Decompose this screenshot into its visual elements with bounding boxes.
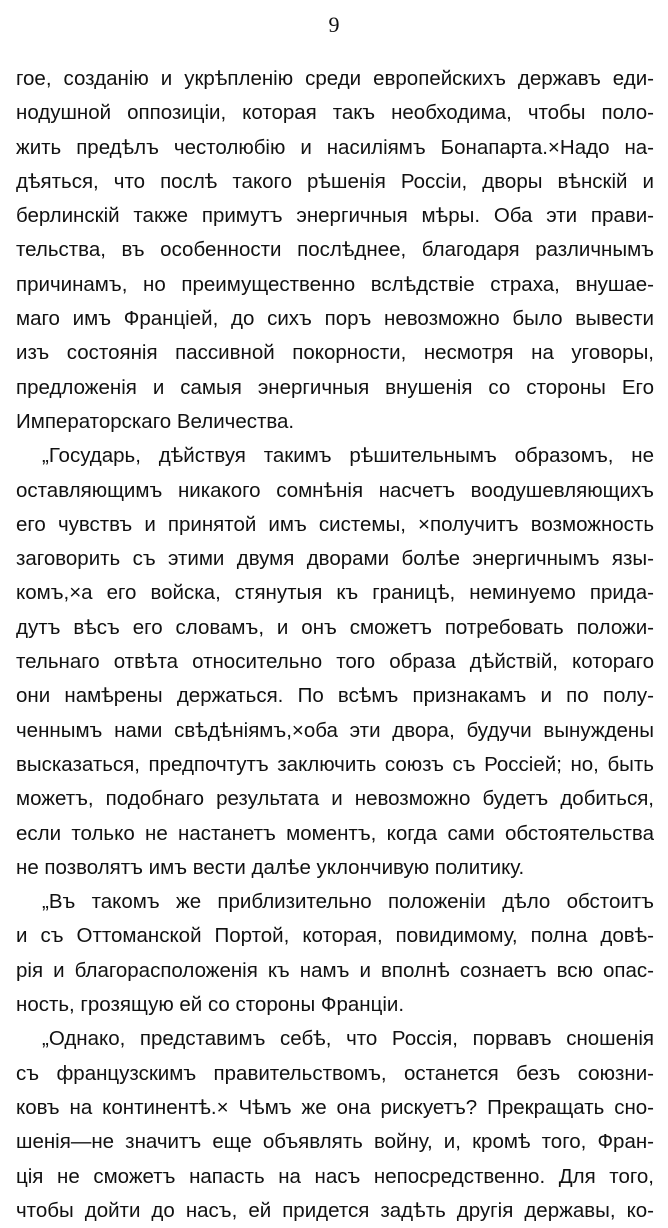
text-line: чтобы дойти до насъ, ей придется задѣть другія державы, ко- xyxy=(16,1198,654,1222)
text-line: гое, созданію и укрѣпленію среди европейскихъ державъ еди- xyxy=(16,67,654,90)
text-line: маго имъ Франціей, до сихъ поръ невозможно было вывести xyxy=(16,307,654,331)
text-line: если только не настанетъ моментъ, когда сами обстоятельства xyxy=(16,821,654,845)
text-line: ковъ на континентѣ.× Чѣмъ же она рискуетъ? Прекращать сно- xyxy=(16,1095,654,1119)
text-line: шенія—не значитъ еще объявлять войну, и, кромѣ того, Фран- xyxy=(16,1130,654,1154)
text-line: ность, грозящую ей со стороны Франціи. xyxy=(16,993,405,1017)
text-line: они намѣрены держаться. По всѣмъ признакамъ и по полу- xyxy=(16,684,654,708)
text-line: можетъ, подобнаго результата и невозможно будетъ добиться, xyxy=(16,787,654,811)
text-line: комъ,×а его войска, стянутыя къ границѣ, неминуемо прида- xyxy=(16,581,654,605)
text-line: высказаться, предпочтутъ заключить союзъ съ Россіей; но, быть xyxy=(16,752,654,776)
text-line: заговорить съ этими двумя дворами болѣе энергичнымъ язы- xyxy=(16,547,654,571)
text-line: ченнымъ нами свѣдѣніямъ,×оба эти двора, будучи вынуждены xyxy=(16,718,654,742)
text-line: Императорскаго Величества. xyxy=(16,409,295,433)
text-line: съ французскимъ правительствомъ, останется безъ союзни- xyxy=(16,1061,654,1085)
text-line: „Государь, дѣйствуя такимъ рѣшительнымъ образомъ, не xyxy=(42,444,654,468)
text-line: „Въ такомъ же приблизительно положеніи дѣло обстоитъ xyxy=(42,890,654,914)
text-line: берлинскій также примутъ энергичныя мѣры. Оба эти прави- xyxy=(16,204,654,228)
text-line: дутъ вѣсъ его словамъ, и онъ сможетъ потребовать положи- xyxy=(16,615,654,639)
text-line: „Однако, представимъ себѣ, что Россія, порвавъ сношенія xyxy=(42,1027,654,1051)
text-line: тельства, въ особенности послѣднее, благодаря различнымъ xyxy=(16,238,654,262)
text-line: рія и благорасположенія къ намъ и вполнѣ сознаетъ всю опас- xyxy=(16,958,654,982)
text-line: предложенія и самыя энергичныя внушенія со стороны Его xyxy=(16,375,654,399)
text-line: нодушной оппозиціи, которая такъ необходима, чтобы поло- xyxy=(16,101,654,125)
text-line: оставляющимъ никакого сомнѣнія насчетъ воодушевляющихъ xyxy=(16,478,654,502)
text-line: причинамъ, но преимущественно вслѣдствіе страха, внушае- xyxy=(16,272,654,296)
text-line: его чувствъ и принятой имъ системы, ×получитъ возможность xyxy=(16,512,654,536)
text-line: изъ состоянія пассивной покорности, несмотря на уговоры, xyxy=(16,341,654,365)
text-line: ція не сможетъ напасть на насъ непосредственно. Для того, xyxy=(16,1164,654,1188)
text-line: и съ Оттоманской Портой, которая, повидимому, полна довѣ- xyxy=(16,924,654,948)
text-line: жить предѣлъ честолюбію и насиліямъ Бонапарта.×Надо на- xyxy=(16,135,654,159)
body-text xyxy=(16,62,654,1228)
text-line: дѣяться, что послѣ такого рѣшенія Россіи, дворы вѣнскій и xyxy=(16,169,654,193)
text-line: не позволятъ имъ вести далѣе уклончивую политику. xyxy=(16,855,525,879)
page-number: 9 xyxy=(328,12,340,37)
text-line: тельнаго отвѣта относительно того образа дѣйствій, котораго xyxy=(16,650,654,674)
